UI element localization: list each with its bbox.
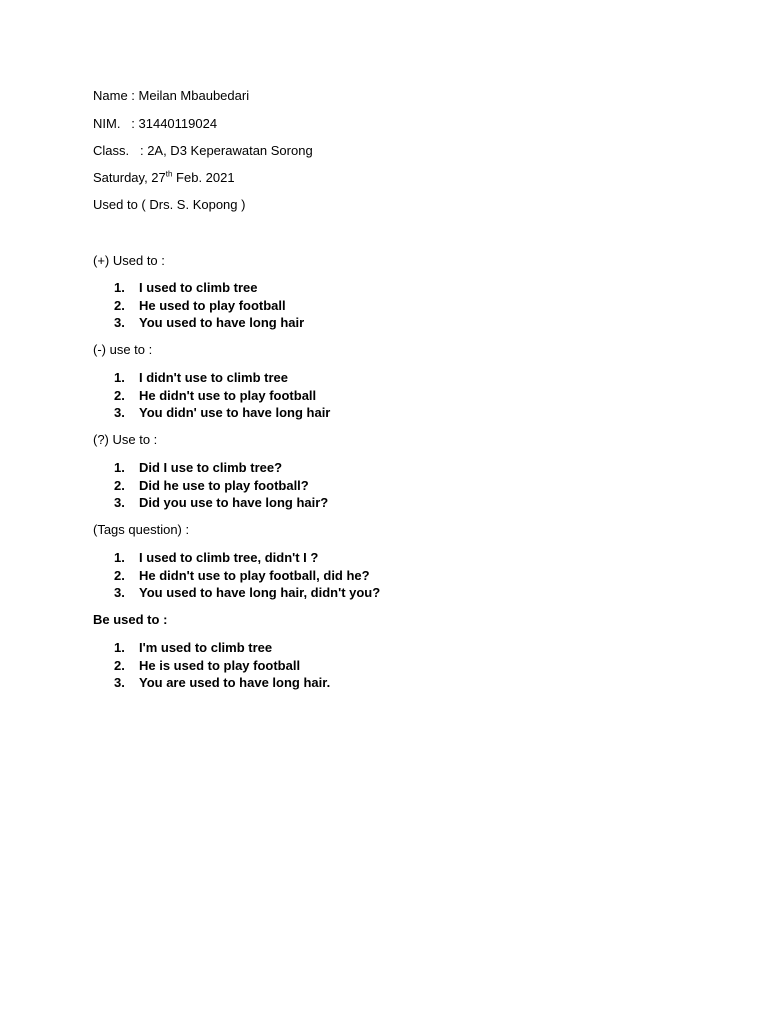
date-suffix: Feb. 2021 (172, 170, 235, 185)
list-item: 3. You used to have long hair (114, 315, 305, 330)
date-prefix: Saturday, 27 (93, 170, 166, 185)
nim-line (93, 116, 217, 132)
list-item: 3. Did you use to have long hair? (114, 495, 329, 510)
section-heading-negative: (-) use to : (93, 342, 153, 357)
section-heading-question: (?) Use to : (93, 432, 158, 447)
date-ordinal: th (165, 169, 173, 179)
name-line (93, 88, 249, 104)
topic-line: Used to ( Drs. S. Kopong ) (93, 197, 246, 212)
class-value: 2A, D3 Keperawatan Sorong (147, 143, 313, 158)
list-item: 3. You used to have long hair, didn't you? (114, 585, 381, 600)
section-heading-tags: (Tags question) : (93, 522, 190, 537)
list-item: 1. I used to climb tree (114, 280, 258, 295)
list-item: 1. Did I use to climb tree? (114, 460, 283, 475)
list-negative (114, 369, 330, 422)
list-tags (114, 549, 380, 602)
class-line (93, 143, 313, 159)
list-item: 1. I didn't use to climb tree (114, 370, 288, 385)
list-item: 2. He used to play football (114, 297, 286, 313)
name-label: Name : (93, 88, 139, 103)
list-question (114, 459, 328, 512)
list-item: 3. You didn' use to have long hair (114, 405, 331, 420)
date-line (93, 170, 235, 186)
list-item: 2. Did he use to play football? (114, 477, 309, 493)
nim-value: 31440119024 (138, 116, 218, 131)
class-label: Class. : (93, 143, 148, 158)
list-item: 1. I used to climb tree, didn't I ? (114, 550, 319, 565)
list-positive (114, 279, 304, 332)
name-value: Meilan Mbaubedari (138, 88, 250, 103)
list-be-used-to (114, 639, 330, 692)
list-item: 1. I'm used to climb tree (114, 640, 273, 655)
list-item: 3. You are used to have long hair. (114, 675, 331, 690)
list-item: 2. He is used to play football (114, 657, 301, 673)
list-item: 2. He didn't use to play football (114, 387, 317, 403)
list-item: 2. He didn't use to play football, did he? (114, 567, 370, 583)
section-heading-be-used-to: Be used to : (93, 612, 168, 627)
nim-label: NIM. : (93, 116, 139, 131)
section-heading-positive: (+) Used to : (93, 253, 165, 268)
